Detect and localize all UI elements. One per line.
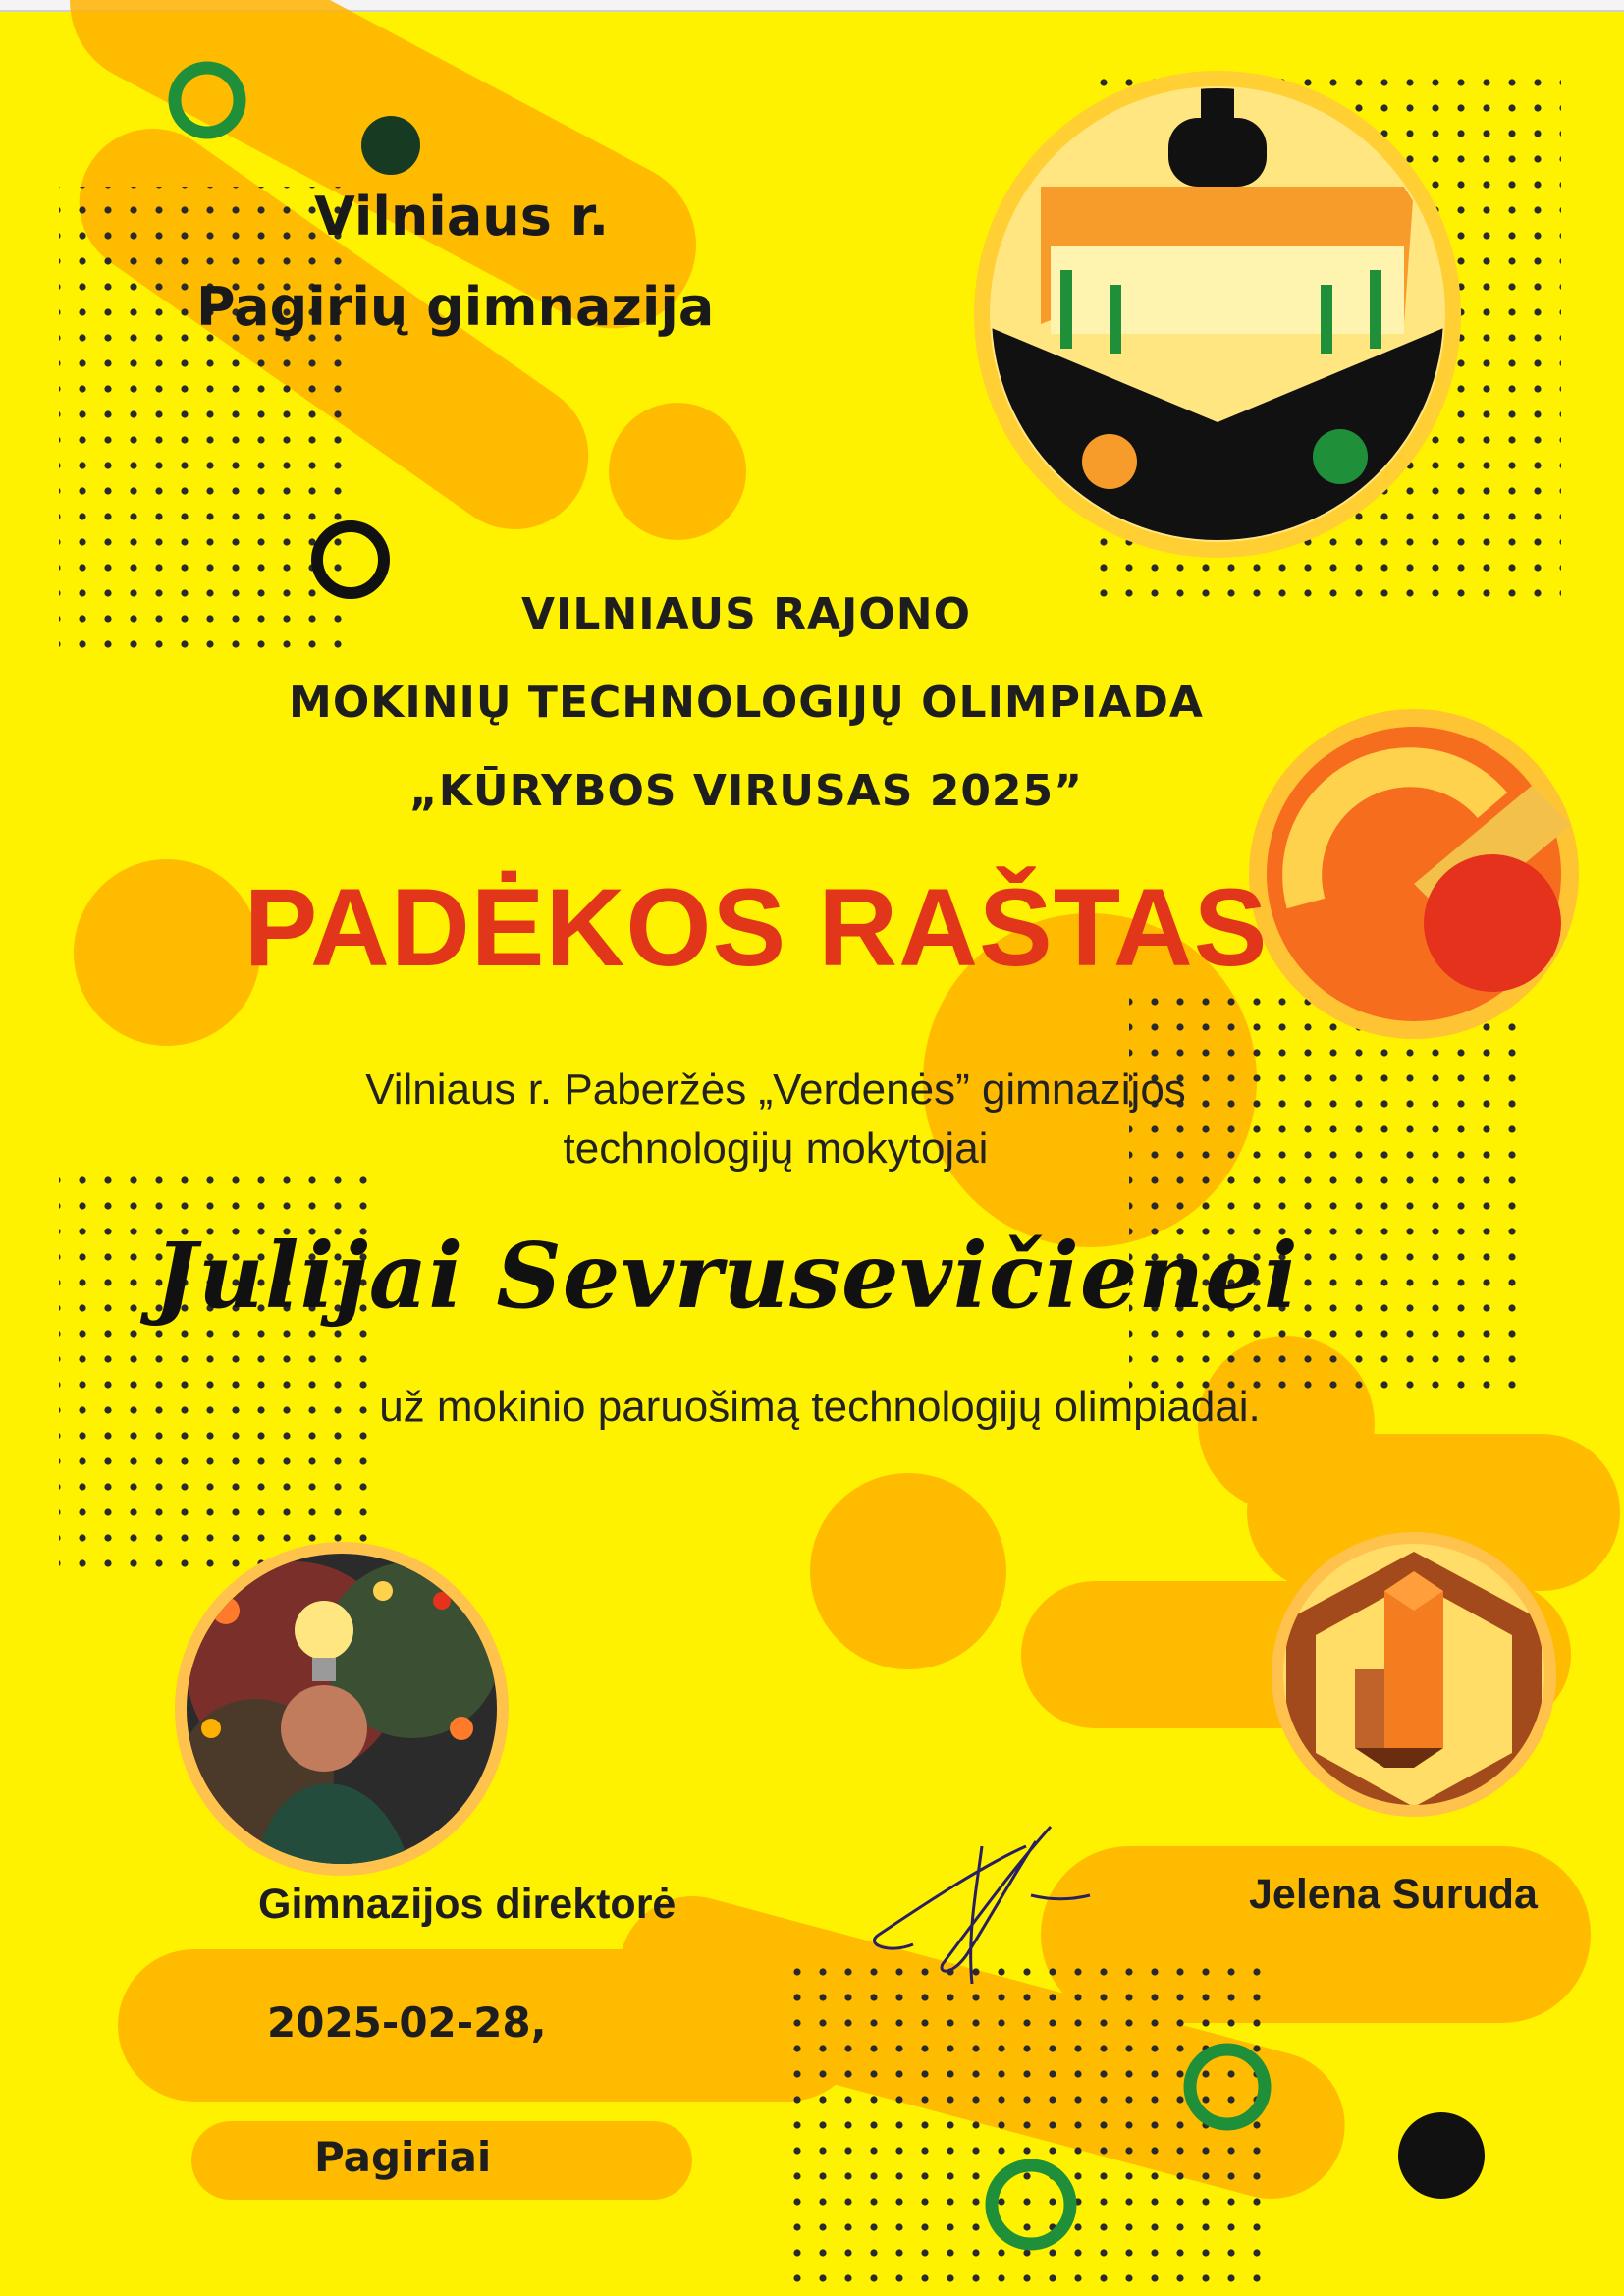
pencil-emblem [974, 71, 1461, 558]
lightbulb-illustration [175, 1542, 511, 1876]
heading-line-2: MOKINIŲ TECHNOLOGIJŲ OLIMPIADA [289, 678, 1204, 728]
issue-date: 2025-02-28, [267, 1998, 547, 2047]
heading-line-1: VILNIAUS RAJONO [520, 589, 972, 639]
signatory-role: Gimnazijos direktorė [258, 1881, 677, 1928]
cube-emblem [1272, 1532, 1556, 1836]
dark-dot-top [361, 116, 420, 175]
certificate-title: PADĖKOS RAŠTAS [244, 866, 1269, 989]
heading-line-3: „KŪRYBOS VIRUSAS 2025” [408, 766, 1084, 816]
school-name [187, 172, 815, 353]
dark-dot-bottom [1398, 2112, 1485, 2199]
school-line-2: Pagirių gimnazija [196, 276, 715, 338]
recipient-school: Vilniaus r. Paberžės „Verdenės” gimnazijos [365, 1066, 1186, 1114]
recipient-role: technologijų mokytojai [563, 1124, 989, 1173]
recipient-name: Julijai Sevrusevičienei [154, 1223, 1299, 1329]
signatory-name: Jelena Suruda [1249, 1871, 1538, 1918]
school-line-1: Vilniaus r. [314, 186, 610, 247]
issue-place: Pagiriai [314, 2133, 492, 2181]
award-reason: už mokinio paruošimą technologijų olimpiadai. [379, 1383, 1261, 1431]
